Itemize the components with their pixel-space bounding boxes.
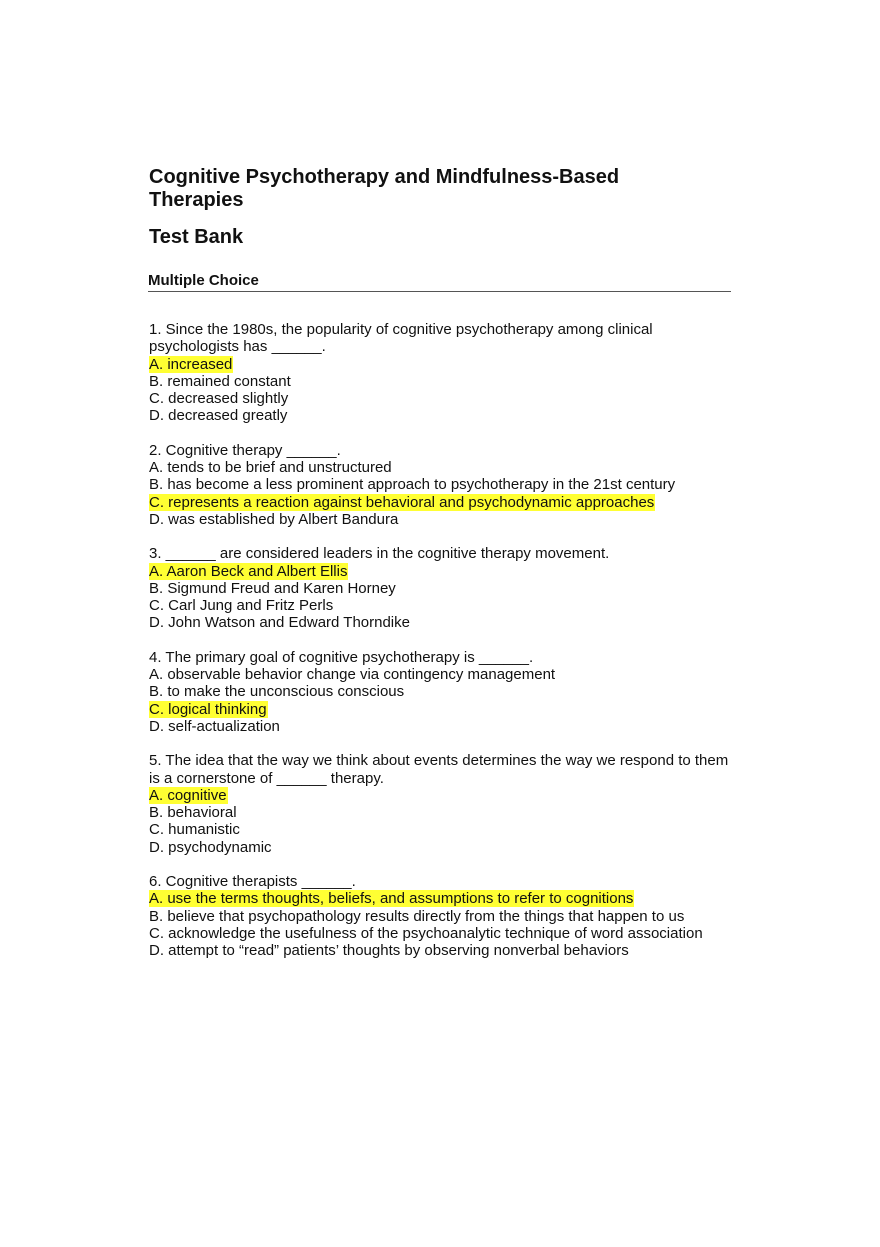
- question-list: [149, 321, 734, 960]
- answer-option-text: C. decreased slightly: [149, 390, 289, 408]
- answer-option-text: D. attempt to “read” patients’ thoughts by observing nonverbal behaviors: [149, 942, 629, 960]
- answer-option-text: B. Sigmund Freud and Karen Horney: [149, 579, 396, 597]
- question-stem: 3. ______ are considered leaders in the cognitive therapy movement.: [149, 545, 610, 563]
- question-stem: 6. Cognitive therapists ______.: [149, 873, 356, 891]
- section-heading: Multiple Choice: [148, 272, 731, 292]
- answer-option: [149, 373, 734, 390]
- question-2: [149, 442, 734, 528]
- answer-option-text: B. to make the unconscious conscious: [149, 683, 405, 701]
- answer-option-text: B. behavioral: [149, 804, 237, 822]
- answer-option-text: A. Aaron Beck and Albert Ellis: [149, 562, 348, 580]
- question-stem: 2. Cognitive therapy ______.: [149, 441, 341, 459]
- question-3: [149, 545, 734, 631]
- answer-option-text: B. remained constant: [149, 372, 291, 390]
- answer-option-highlighted: [149, 563, 734, 580]
- answer-option-text: D. John Watson and Edward Thorndike: [149, 614, 410, 632]
- answer-option-text: A. use the terms thoughts, beliefs, and assumptions to refer to cognitions: [149, 890, 634, 908]
- answer-option-text: D. psychodynamic: [149, 838, 272, 856]
- answer-option: [149, 908, 734, 925]
- answer-option: [149, 666, 734, 683]
- answer-option-text: A. increased: [149, 355, 233, 373]
- answer-option-text: D. decreased greatly: [149, 407, 288, 425]
- answer-option: [149, 925, 734, 942]
- answer-option-text: D. self-actualization: [149, 717, 280, 735]
- answer-option: [149, 683, 734, 700]
- answer-option: [149, 804, 734, 821]
- answer-option: [149, 390, 734, 407]
- answer-option: [149, 597, 734, 614]
- answer-option-text: A. observable behavior change via contingency management: [149, 666, 556, 684]
- answer-option: [149, 407, 734, 424]
- answer-option-text: C. humanistic: [149, 821, 240, 839]
- answer-option: [149, 459, 734, 476]
- question-6: [149, 873, 734, 959]
- document-title: Cognitive Psychotherapy and Mindfulness-Based Therapies: [149, 166, 620, 211]
- answer-option-highlighted: [149, 701, 734, 718]
- question-4: [149, 649, 734, 735]
- answer-option-text: D. was established by Albert Bandura: [149, 510, 399, 528]
- document-page: [149, 166, 734, 977]
- answer-option-text: C. represents a reaction against behavioral and psychodynamic approaches: [149, 493, 655, 511]
- answer-option: [149, 476, 734, 493]
- answer-option: [149, 718, 734, 735]
- question-stem: 4. The primary goal of cognitive psychotherapy is ______.: [149, 648, 534, 666]
- document-subtitle: Test Bank: [149, 226, 244, 248]
- answer-option: [149, 580, 734, 597]
- answer-option: [149, 511, 734, 528]
- question-stem: 1. Since the 1980s, the popularity of cognitive psychotherapy among clinical psychologists has ______.: [149, 321, 653, 356]
- answer-option: [149, 839, 734, 856]
- answer-option-text: A. cognitive: [149, 786, 227, 804]
- answer-option-highlighted: [149, 494, 734, 511]
- answer-option-text: C. acknowledge the usefulness of the psychoanalytic technique of word association: [149, 924, 703, 942]
- answer-option-text: C. logical thinking: [149, 700, 267, 718]
- answer-option: [149, 821, 734, 838]
- answer-option-highlighted: [149, 787, 734, 804]
- question-5: [149, 752, 734, 856]
- answer-option-highlighted: [149, 890, 734, 907]
- answer-option-text: C. Carl Jung and Fritz Perls: [149, 597, 334, 615]
- question-stem: 5. The idea that the way we think about events determines the way we respond to them is a cornerstone of ______ therapy.: [149, 752, 729, 787]
- answer-option: [149, 614, 734, 631]
- answer-option: [149, 942, 734, 959]
- answer-option-highlighted: [149, 356, 734, 373]
- answer-option-text: B. believe that psychopathology results directly from the things that happen to us: [149, 907, 685, 925]
- question-1: [149, 321, 734, 425]
- answer-option-text: A. tends to be brief and unstructured: [149, 459, 392, 477]
- answer-option-text: B. has become a less prominent approach to psychotherapy in the 21st century: [149, 476, 676, 494]
